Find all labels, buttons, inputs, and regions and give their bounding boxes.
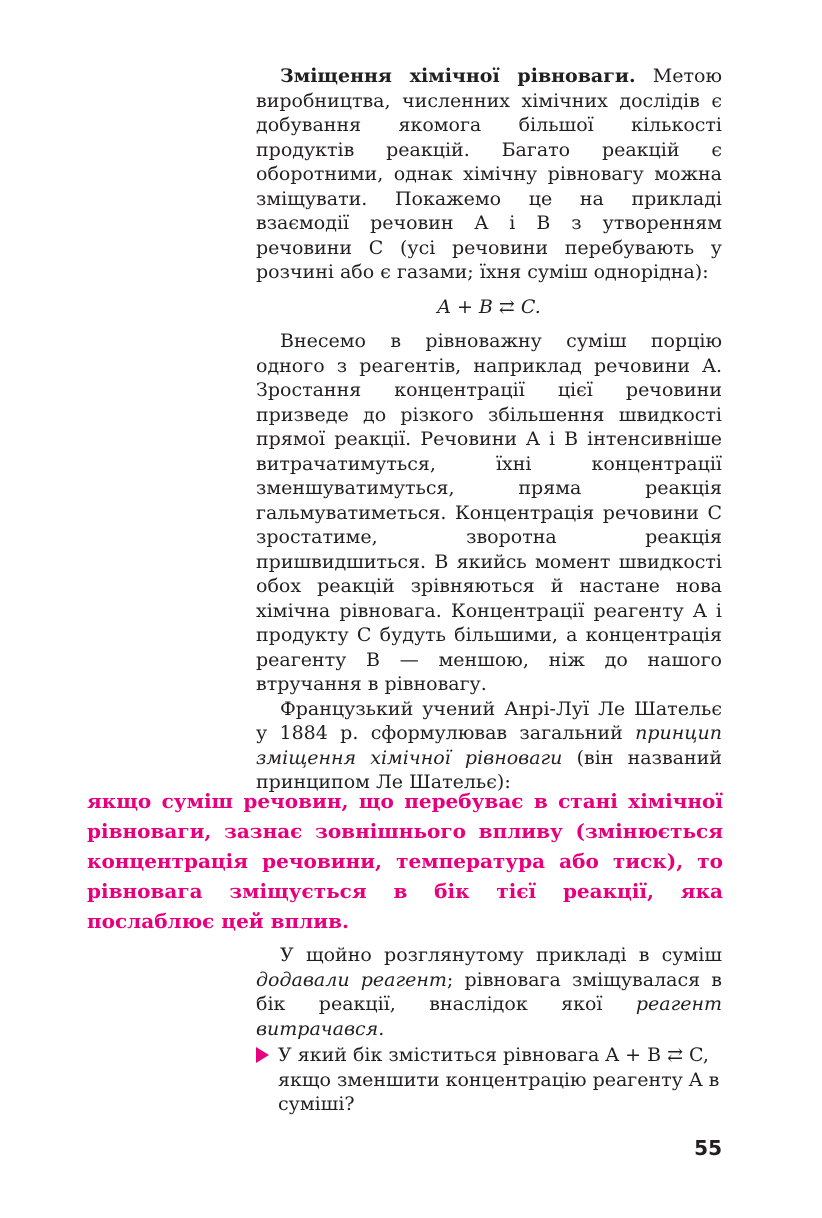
equation-left: A + B (437, 295, 493, 318)
section-intro-text: Метою виробництва, численних хімічних дослідів є добування якомога більшої кількості продуктів реакцій. Багато реакцій є оборотними, однак хімічну рівновагу можна зміщувати. Покажемо це на прикладі взаємодії речовин A і B з утворенням речовини C (усі речовини перебувають у розчині або є газами; їхня суміш однорідна): (256, 65, 722, 283)
para4-italic2: реагент витрачався (256, 993, 722, 1040)
summary-column (256, 943, 722, 1041)
para4-part3: . (378, 1017, 385, 1040)
question-block (256, 1043, 722, 1117)
para3-part1: Французький учений Анрі-Луї Ле Шательє у 1884 р. сформулював загальний (256, 697, 722, 744)
le-chatelier-rule: якщо суміш речовин, що перебуває в стані хімічної рівноваги, зазнає зовнішнього впливу (змінюється концентрація речовини, температура або тиск), то рівновага зміщується в бік тієї реакції, яка послаблює цей вплив. (87, 789, 723, 933)
para4-part1: У щойно розглянутому прикладі в суміш (280, 944, 722, 966)
para4-part2: ; рівновага зміщувалася в бік реакції, внаслідок якої (256, 968, 722, 1015)
page-number: 55 (694, 1136, 722, 1160)
para3-part2: (він названий принципом Ле Шательє): (256, 746, 722, 793)
principle-term: принцип зміщення хімічної рівноваги (256, 722, 722, 769)
question-text: У який бік зміститься рівновага A + B ⇄ C, якщо зменшити концентрацію реагенту A в суміші? (278, 1044, 720, 1115)
equilibrium-arrows-icon: ⇄ (498, 295, 515, 318)
section-heading: Зміщення хімічної рівноваги. (280, 65, 636, 87)
equation-right: C. (520, 295, 541, 318)
reaction-equation (256, 295, 722, 320)
main-text-column (256, 64, 722, 795)
paragraph-summary (256, 943, 722, 1041)
question-marker-icon (256, 1047, 269, 1063)
paragraph-example: Внесемо в рівноважну суміш порцію одного з реагентів, наприклад речовини A. Зростання концентрації цієї речовини призведе до різкого збільшення швидкості прямої реакції. Речовини A і B інтенсивніше витрачатимуться, їхні концентрації зменшуватимуться, пряма реакція гальмуватиметься. Концентрація речовини C зростатиме, зворотна реакція пришвидшиться. В якийсь момент швидкості обох реакцій зрівняються й настане нова хімічна рівновага. Концентрації реагенту A і продукту C будуть більшими, а концентрація реагенту B — меншою, ніж до нашого втручання в рівновагу. (256, 330, 722, 695)
paragraph-le-chatelier (256, 697, 722, 795)
para4-italic1: додавали реагент (256, 968, 447, 991)
section-intro-paragraph (256, 64, 722, 285)
